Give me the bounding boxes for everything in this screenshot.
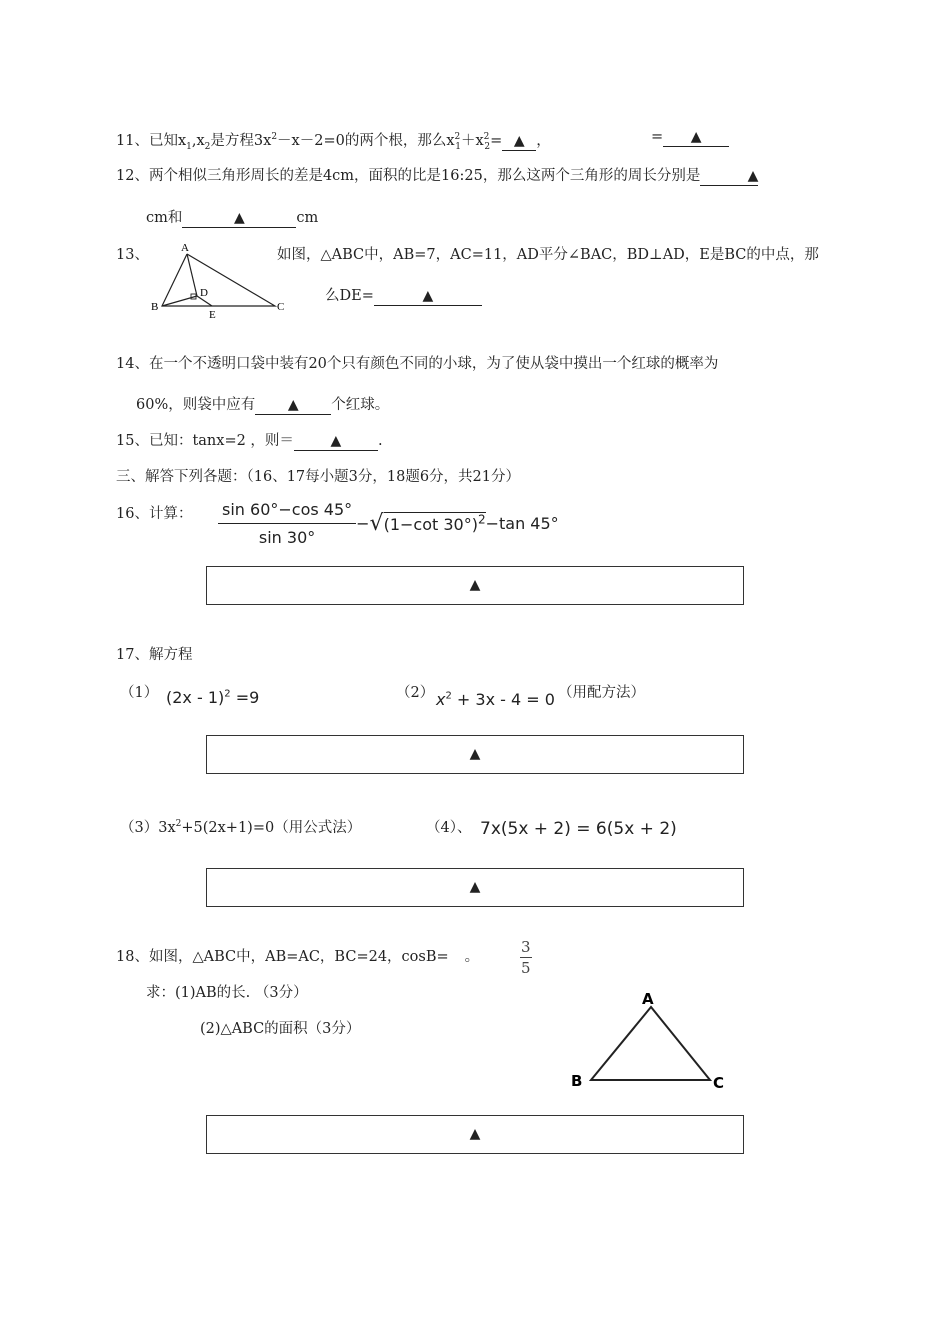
answer-box-18[interactable] — [206, 1115, 744, 1154]
question-17-part3: $(3)3x^2+5(2x+1)=0$（用公式法） — [120, 819, 362, 836]
fraction: $\frac{\sin 60^\circ-\cos 45^\circ}{\sin 30^\circ}$ — [218, 500, 356, 547]
answer-box-16[interactable] — [206, 566, 744, 605]
question-17-part1-equation: (2x - 1)$^2$ =9 — [166, 688, 260, 707]
answer-blank[interactable] — [663, 129, 729, 147]
answer-blank[interactable] — [700, 168, 758, 186]
answer-mark-icon: ▲ — [469, 879, 481, 895]
question-12: 12、两个相似三角形周长的差是4cm，面积的比是16:25，那么这两个三角形的周长分别是 ▲ — [116, 168, 759, 184]
answer-blank[interactable] — [255, 397, 331, 415]
answer-mark-icon: ▲ — [233, 210, 245, 226]
isosceles-triangle-figure — [567, 985, 737, 1095]
vertex-b-label: B — [151, 301, 159, 313]
question-17-part4-equation: 7x(5x + 2) = 6(5x + 2) — [480, 819, 677, 839]
section-3-heading: 三、解答下列各题：（16、17每小题3分，18题6分，共21分） — [116, 469, 521, 485]
vertex-a-label: A — [642, 990, 654, 1008]
answer-blank[interactable] — [182, 210, 296, 228]
vertex-a-label: A — [181, 242, 189, 254]
answer-mark-icon: ▲ — [422, 288, 434, 304]
question-13-text: 如图，△ABC中，AB=7，AC=11，AD平分∠BAC，BD⊥AD，E是BC的中点，那 — [277, 247, 819, 263]
question-18: 18、如图，△ABC中，AB=AC，BC=24，cosB= 。 — [116, 949, 480, 965]
answer-mark-icon: ▲ — [747, 168, 759, 184]
answer-mark-icon: ▲ — [469, 746, 481, 762]
cos-b-fraction: 3 5 — [521, 938, 531, 977]
triangle-figure-13 — [146, 240, 296, 320]
answer-blank[interactable] — [294, 433, 378, 451]
answer-mark-icon: ▲ — [469, 577, 481, 593]
answer-mark-icon: ▲ — [330, 433, 342, 449]
question-17-part2: （2） — [396, 685, 435, 701]
answer-mark-icon: ▲ — [513, 133, 525, 149]
question-12-line2: cm和 ▲ cm — [146, 210, 319, 226]
point-e-label: E — [209, 309, 216, 320]
question-13-line2: 么DE= ▲ — [325, 284, 482, 306]
question-17-part4: （4）、 — [426, 820, 472, 836]
question-16-label: 16、计算： — [116, 506, 193, 522]
question-18-ask2: (2)△ABC的面积（3分） — [200, 1021, 361, 1037]
vertex-b-label: B — [571, 1072, 583, 1090]
vertex-c-label: C — [713, 1074, 725, 1092]
question-13-number: 13、 — [116, 247, 149, 263]
question-14-line2: 60%，则袋中应有 ▲ 个红球。 — [136, 397, 390, 413]
question-15: 15、已知：tanx=2 ，则＝ ▲ . — [116, 433, 383, 449]
answer-box-17a[interactable] — [206, 735, 744, 774]
question-11: 11、已知$x_1,x_2$是方程$3x^2-x-2=0$的两个根，那么$x^2_1+x^2_2=$ ▲ ， — [116, 132, 551, 152]
question-16-expression: $\frac{\sin 60^\circ-\cos 45^\circ}{\sin 30^\circ}$ −√(1−cot 30°)$^2$−tan 45° — [218, 500, 559, 547]
vertex-c-label: C — [277, 301, 285, 313]
answer-mark-icon: ▲ — [690, 129, 702, 145]
answer-mark-icon: ▲ — [287, 397, 299, 413]
question-14: 14、在一个不透明口袋中装有20个只有颜色不同的小球，为了使从袋中摸出一个红球的概率为 — [116, 356, 719, 372]
question-11-second: = ▲ — [651, 129, 729, 147]
answer-blank[interactable] — [374, 288, 482, 306]
question-18-ask1: 求：(1)AB的长. （3分） — [146, 985, 308, 1001]
question-17-part2-method: （用配方法） — [558, 685, 645, 701]
question-17-title: 17、解方程 — [116, 647, 193, 663]
answer-blank[interactable] — [502, 133, 536, 151]
answer-box-17b[interactable] — [206, 868, 744, 907]
answer-mark-icon: ▲ — [469, 1126, 481, 1142]
point-d-label: D — [200, 287, 208, 299]
question-17-part1: （1） — [120, 685, 159, 701]
question-17-part2-equation: $x^2 + 3x - 4 = 0$ — [436, 690, 555, 709]
sqrt-content: (1−cot 30°)$^2$ — [383, 512, 486, 535]
sqrt-symbol: √ — [369, 511, 384, 536]
